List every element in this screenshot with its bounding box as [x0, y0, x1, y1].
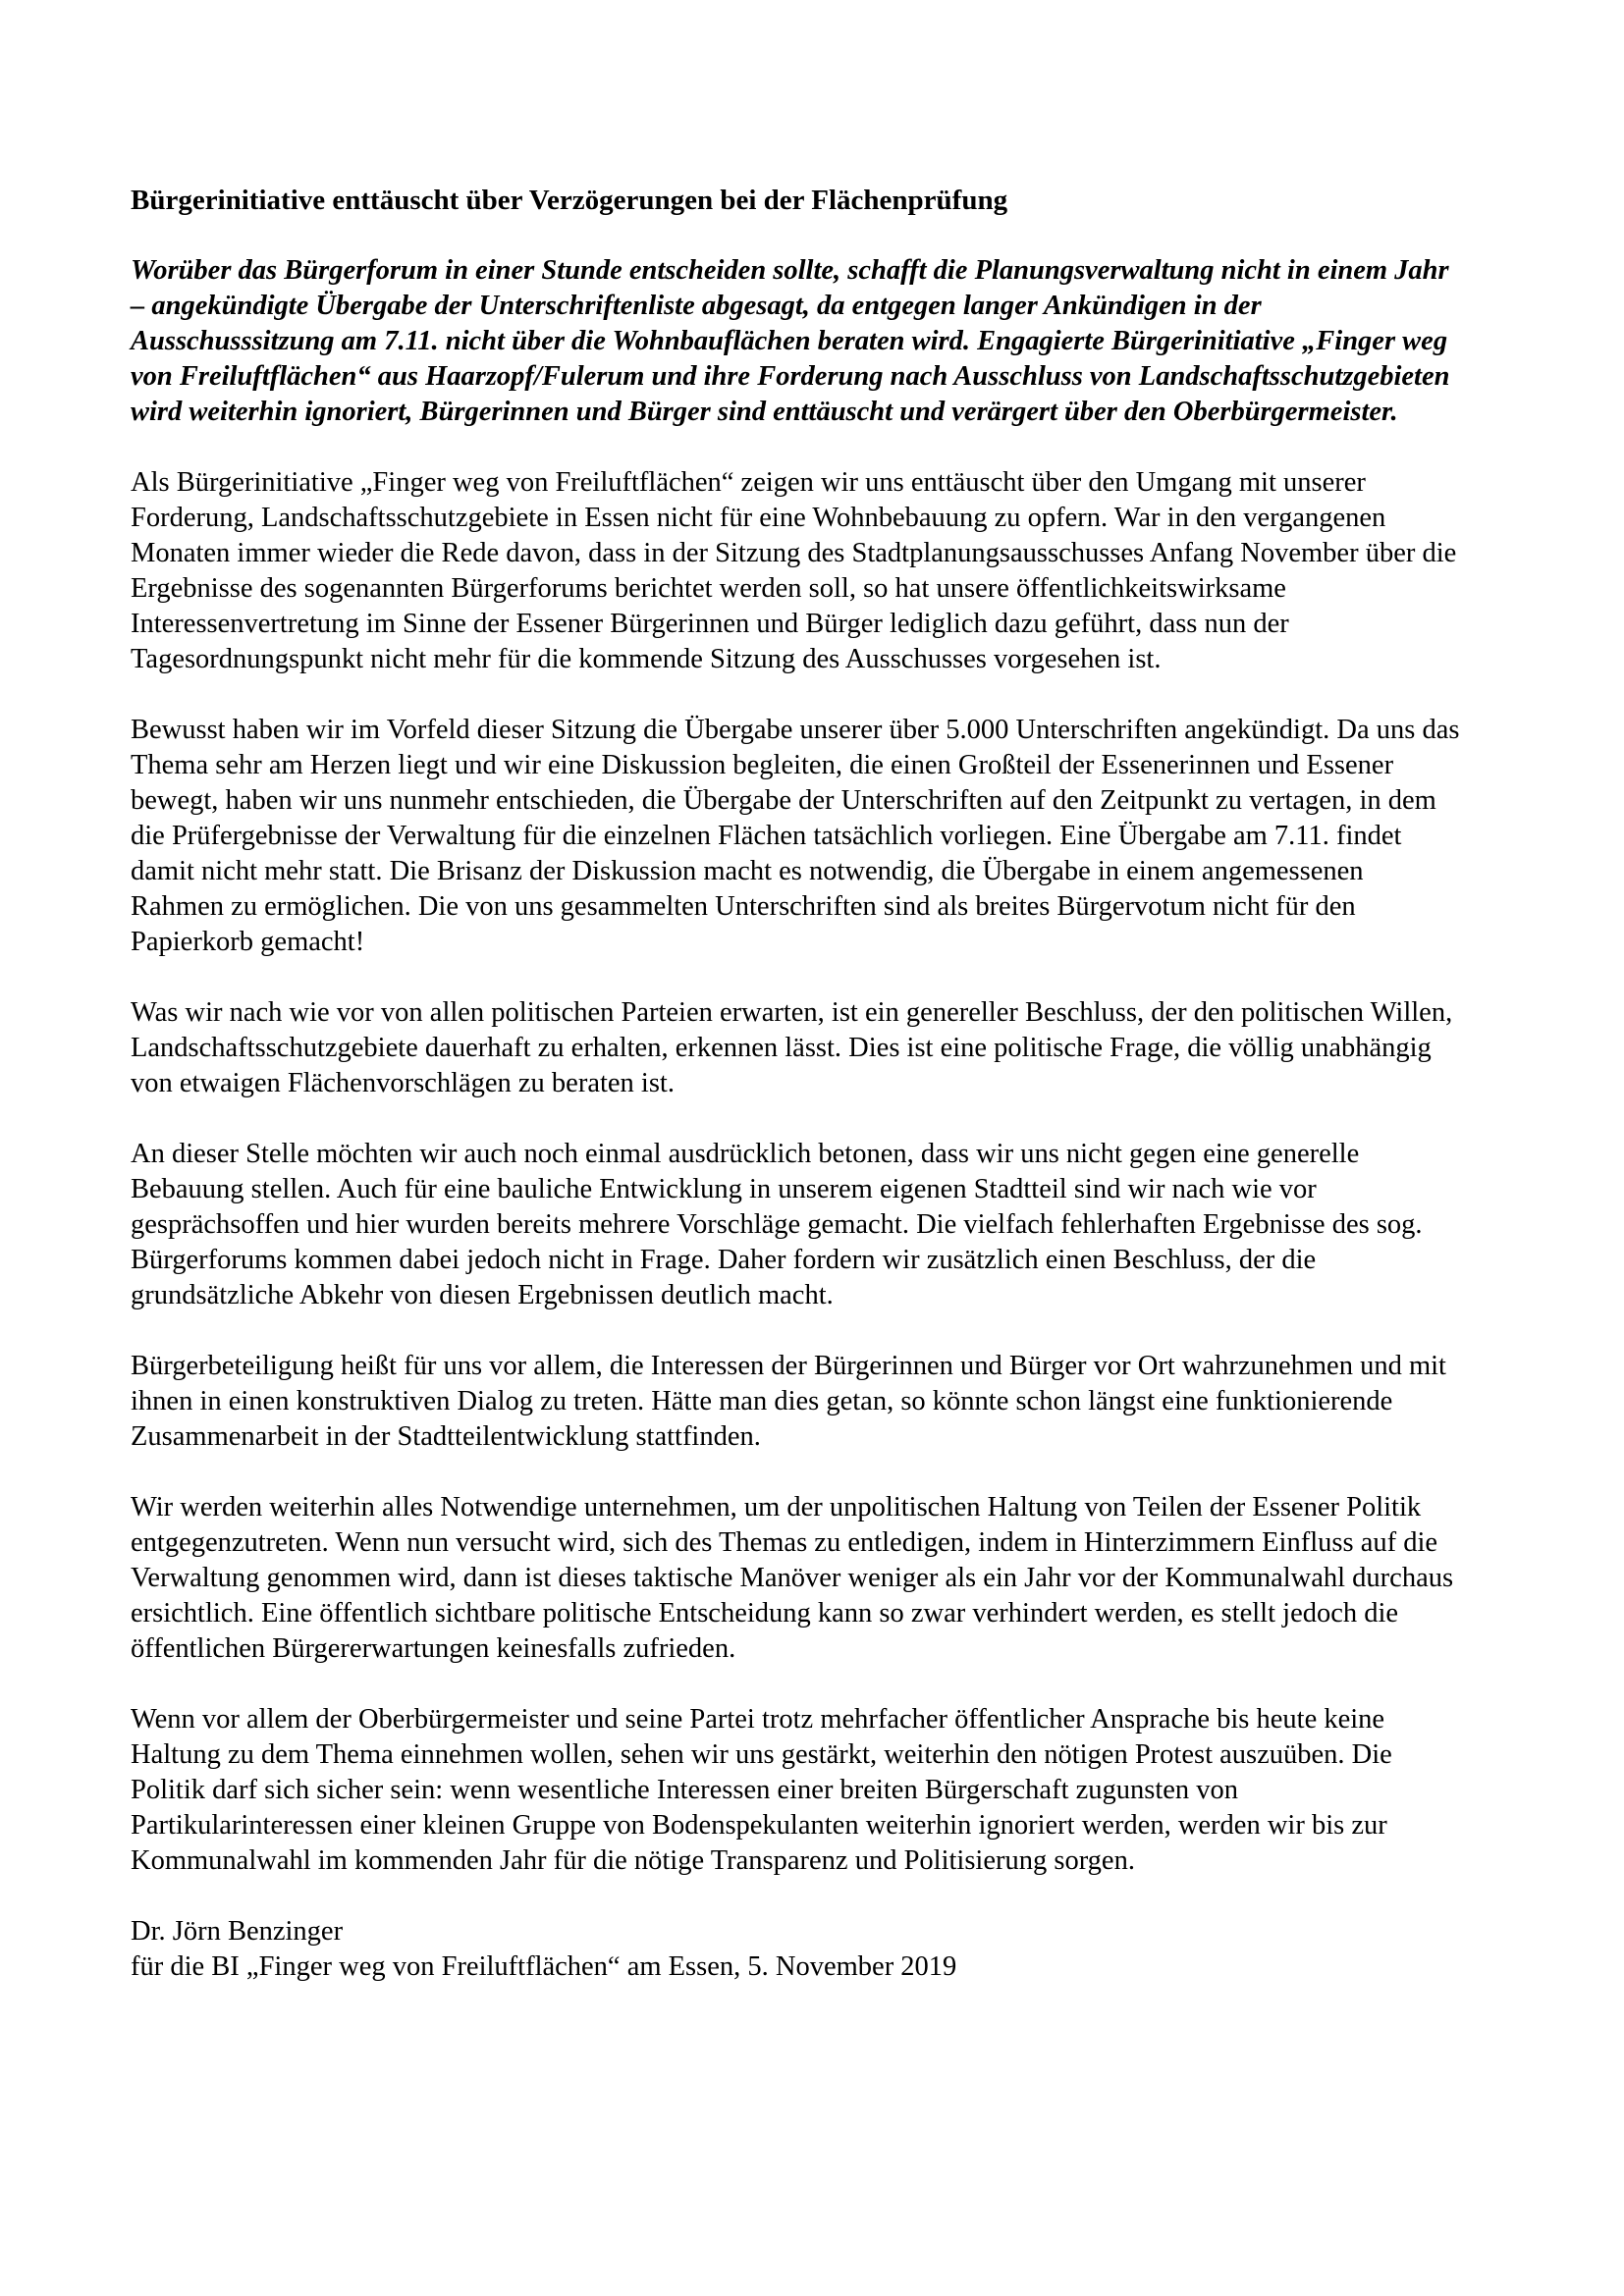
- body-paragraph: Als Bürgerinitiative „Finger weg von Freiluftflächen“ zeigen wir uns enttäuscht über den Umgang mit unserer Forderung, Landschaftsschutzgebiete in Essen nicht für eine Wohnbebauung zu opfern. War in den vergangenen Monaten immer wieder die Rede davon, dass in der Sitzung des Stadtplanungsausschusses Anfang November über die Ergebnisse des sogenannten Bürgerforums berichtet werden soll, so hat unsere öffentlichkeitswirksame Interessenvertretung im Sinne der Essener Bürgerinnen und Bürger lediglich dazu geführt, dass nun der Tagesordnungspunkt nicht mehr für die kommende Sitzung des Ausschusses vorgesehen ist.: [131, 467, 1457, 674]
- body-paragraph: Wir werden weiterhin alles Notwendige unternehmen, um der unpolitischen Haltung von Teilen der Essener Politik entgegenzutreten. Wenn nun versucht wird, sich des Themas zu entledigen, indem in Hinterzimmern Einfluss auf die Verwaltung genommen wird, dann ist dieses taktische Manöver weniger als ein Jahr vor der Kommunalwahl durchaus ersichtlich. Eine öffentlich sichtbare politische Entscheidung kann so zwar verhindert werden, es stellt jedoch die öffentlichen Bürgererwartungen keinesfalls zufrieden.: [131, 1492, 1454, 1664]
- headline: Bürgerinitiative enttäuscht über Verzögerungen bei der Flächenprüfung: [131, 185, 1008, 216]
- body-paragraph: Wenn vor allem der Oberbürgermeister und seine Partei trotz mehrfacher öffentlicher Ansprache bis heute keine Haltung zu dem Thema einnehmen wollen, sehen wir uns gestärkt, weiterhin den nötigen Protest auszuüben. Die Politik darf sich sicher sein: wenn wesentliche Interessen einer breiten Bürgerschaft zugunsten von Partikularinteressen einer kleinen Gruppe von Bodenspekulanten weiterhin ignoriert werden, werden wir bis zur Kommunalwahl im kommenden Jahr für die nötige Transparenz und Politisierung sorgen.: [131, 1704, 1392, 1876]
- body-paragraph: Bewusst haben wir im Vorfeld dieser Sitzung die Übergabe unserer über 5.000 Unterschriften angekündigt. Da uns das Thema sehr am Herzen liegt und wir eine Diskussion begleiten, die einen Großteil der Essenerinnen und Essener bewegt, haben wir uns nunmehr entschieden, die Übergabe der Unterschriften auf den Zeitpunkt zu vertagen, in dem die Prüfergebnisse der Verwaltung für die einzelnen Flächen tatsächlich vorliegen. Eine Übergabe am 7.11. findet damit nicht mehr statt. Die Brisanz der Diskussion macht es notwendig, die Übergabe in einem angemessenen Rahmen zu ermöglichen. Die von uns gesammelten Unterschriften sind als breites Bürgervotum nicht für den Papierkorb gemacht!: [131, 715, 1460, 957]
- signature-block: [131, 1914, 1462, 1985]
- signature-org-date: für die BI „Finger weg von Freiluftflächen“ am Essen, 5. November 2019: [131, 1951, 957, 1982]
- lead-paragraph: Worüber das Bürgerforum in einer Stunde entscheiden sollte, schafft die Planungsverwaltung nicht in einem Jahr – angekündigte Übergabe der Unterschriftenliste abgesagt, da entgegen langer Ankündigen in der Ausschusssitzung am 7.11. nicht über die Wohnbauflächen beraten wird. Engagierte Bürgerinitiative „Finger weg von Freiluftflächen“ aus Haarzopf/Fulerum und ihre Forderung nach Ausschluss von Landschaftsschutzgebieten wird weiterhin ignoriert, Bürgerinnen und Bürger sind enttäuscht und verärgert über den Oberbürgermeister.: [131, 255, 1450, 427]
- body-paragraph: Was wir nach wie vor von allen politischen Parteien erwarten, ist ein genereller Beschluss, der den politischen Willen, Landschaftsschutzgebiete dauerhaft zu erhalten, erkennen lässt. Dies ist eine politische Frage, die völlig unabhängig von etwaigen Flächenvorschlägen zu beraten ist.: [131, 997, 1453, 1098]
- signature-name: Dr. Jörn Benzinger: [131, 1916, 344, 1947]
- body-paragraph: An dieser Stelle möchten wir auch noch einmal ausdrücklich betonen, dass wir uns nicht gegen eine generelle Bebauung stellen. Auch für eine bauliche Entwicklung in unserem eigenen Stadtteil sind wir nach wie vor gesprächsoffen und hier wurden bereits mehrere Vorschläge gemacht. Die vielfach fehlerhaften Ergebnisse des sog. Bürgerforums kommen dabei jedoch nicht in Frage. Daher fordern wir zusätzlich einen Beschluss, der die grundsätzliche Abkehr von diesen Ergebnissen deutlich macht.: [131, 1139, 1423, 1310]
- body-paragraph: Bürgerbeteiligung heißt für uns vor allem, die Interessen der Bürgerinnen und Bürger vor Ort wahrzunehmen und mit ihnen in einen konstruktiven Dialog zu treten. Hätte man dies getan, so könnte schon längst eine funktionierende Zusammenarbeit in der Stadtteilentwicklung stattfinden.: [131, 1351, 1446, 1452]
